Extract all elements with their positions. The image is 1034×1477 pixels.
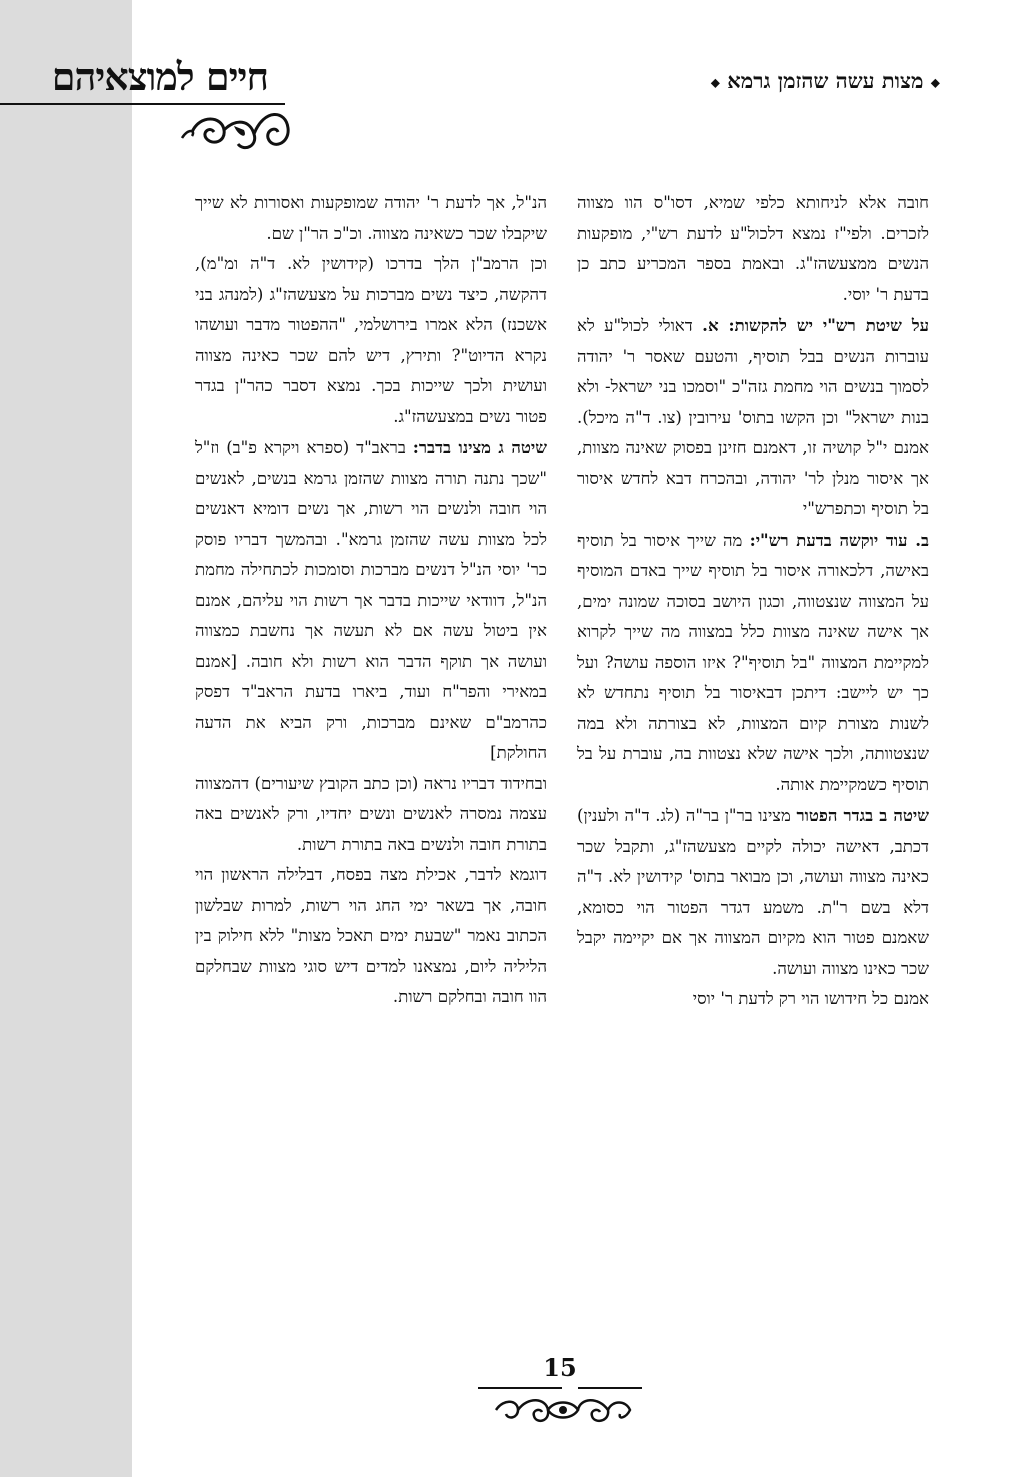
paragraph (195, 188, 547, 249)
paragraph (577, 525, 929, 801)
paragraph (577, 310, 929, 525)
paragraph (577, 984, 929, 1015)
paragraph-text: בראב"ד (ספרא ויקרא פ"ב) וז"ל "שכך נתנה תורה מצוות שהזמן גרמא בנשים, לאנשים הוי חובה ולנשים הוי רשות, אך נשים דומיא דאנשים לכל מצוות עשה שהזמן גרמא". ובהמשך דבריו פוסק כר' יוסי הנ"ל דנשים מברכות וסומכות לכתחילה מחמת הנ"ל, דוודאי שייכות בדבר אך רשות הוי עליהם, אמנם אין ביטול עשה אם לא תעשה אך נחשבת כמצווה ועושה אך תוקף הדבר הוא רשות ולא חובה. [אמנם במאירי והפר"ח ועוד, ביארו בדעת הראב"ד דפסק כהרמב"ם שאינם מברכות, ורק הביא את הדעה החולקת] (195, 438, 547, 762)
book-title: חיים למוצאיהם (51, 54, 268, 99)
paragraph (577, 800, 929, 984)
diamond-icon: ◆ (710, 75, 720, 90)
gray-margin-strip (0, 0, 132, 1477)
paragraph-text: דאולי לכול"ע לא עוברות הנשים בבל תוסיף, והטעם שאסר ר' יהודה לסמוך בנשים הוי מחמת גזה"כ "וסמכו בני ישראל- ולא בנות ישראל" וכן הקשו בתוס' עירובין (צו. ד"ה מיכל). אמנם י"ל קושיה זו, דאמנם חזינן בפסוק שאינה מצוות, אך איסור מנלן לר' יהודה, ובהכרח דבא לחדש איסור בל תוסיף וכתפרש"י (577, 316, 929, 518)
paragraph-text: וכן הרמב"ן הלך בדרכו (קידושין לא. ד"ה ומ"מ), דהקשה, כיצד נשים מברכות על מצעשהז"ג (למנהג בני אשכנז) הלא אמרו בירושלמי, "ההפטור מדבר ועושהו נקרא הדיוט"? ותירץ, דיש להם שכר כאינה מצווה ועושית ולכך שייכות בכך. נמצא דסבר כהר"ן בגדר פטור נשים במצעשהז"ג. (195, 254, 547, 426)
running-head-title: מצות עשה שהזמן גרמא (727, 68, 924, 93)
paragraph-text: מה שייך איסור בל תוסיף באישה, דלכאורה איסור בל תוסיף שייך באדם המוסיף על המצווה שנצטווה, וכגון היושב בסוכה שמונה ימים, אך אישה שאינה מצוות כלל במצווה מה שייך לקרוא למקיימת המצווה "בל תוסיף"? איזו הוספה עושה? ועל כך יש ליישב: דיתכן דבאיסור בל תוסיף נתחדש לא לשנות מצורת קיום המצוות, לא בצורתה ולא במה שנצטוותה, ולכך אישה שלא נצטוות בה, עוברת על בל תוסיף כשמקיימת אותה. (577, 530, 929, 794)
paragraph (195, 769, 547, 861)
paragraph-lead: ב. עוד יוקשה בדעת רש"י: (749, 529, 929, 550)
paragraph-lead: שיטה ב בגדר הפטור (796, 805, 929, 825)
paragraph-text: חובה אלא לניחותא כלפי שמיא, דסו"ס הוו מצווה לזכרים. ולפי"ז נמצא דלכול"ע לדעת רש"י, מופקעות הנשים ממצעשהז"ג. ובאמת בספר המכריע כתב כן בדעת ר' יוסי. (577, 193, 929, 304)
paragraph-text: ובחידוד דבריו נראה (וכן כתב הקובץ שיעורים) דהמצווה עצמה נמסרה לאנשים ונשים יחדיו, ורק לאנשים באה בתורת חובה ולנשים באה בתורת רשות. (195, 773, 547, 854)
paragraph-lead: על שיטת רש"י יש להקשות: א. (702, 315, 929, 335)
text-column-right (577, 188, 929, 1328)
paragraph-lead: שיטה ג מצינו בדבר: (412, 437, 547, 457)
paragraph-text: דוגמא לדבר, אכילת מצה בפסח, דבלילה הראשון הוי חובה, אך בשאר ימי החג הוי רשות, למרות שבלשון הכתוב נאמר "שבעת ימים תאכל מצות" ללא חילוק בין הליליה ליום, נמצאנו למדים דיש סוגי מצוות שבחלקם הוו חובה ובחלקם רשות. (195, 865, 547, 1006)
page-number: 15 (543, 1353, 577, 1382)
running-head (640, 70, 940, 91)
paragraph-text: אמנם כל חידושו הוי רק לדעת ר' יוסי (692, 989, 929, 1008)
header-flourish-ornament (178, 100, 298, 160)
paragraph (577, 188, 929, 310)
footer-flourish-ornament (488, 1388, 638, 1428)
text-column-left (195, 188, 547, 1328)
paragraph (195, 432, 547, 769)
diamond-icon: ◆ (930, 75, 940, 90)
paragraph (195, 860, 547, 1013)
paragraph (195, 249, 547, 432)
paragraph-text: הנ"ל, אך לדעת ר' יהודה שמופקעות ואסורות לא שייך שיקבלו שכר כשאינה מצווה. וכ"כ הר"ן שם. (195, 193, 547, 243)
paragraph-text: מצינו בר"ן בר"ה (לג. ד"ה ולענין) דכתב, דאישה יכולה לקיים מצעשהז"ג, ותקבל שכר כאינה מצווה ועושה, וכן מבואר בתוס' קידושין לא. ד"ה דלא בשם ר"ת. משמע דגדר הפטור הוי כסומא, שאמנם פטור הוא מקיום המצווה אך אם יקיימה יקבל שכר כאינו מצווה ועושה. (577, 806, 929, 978)
